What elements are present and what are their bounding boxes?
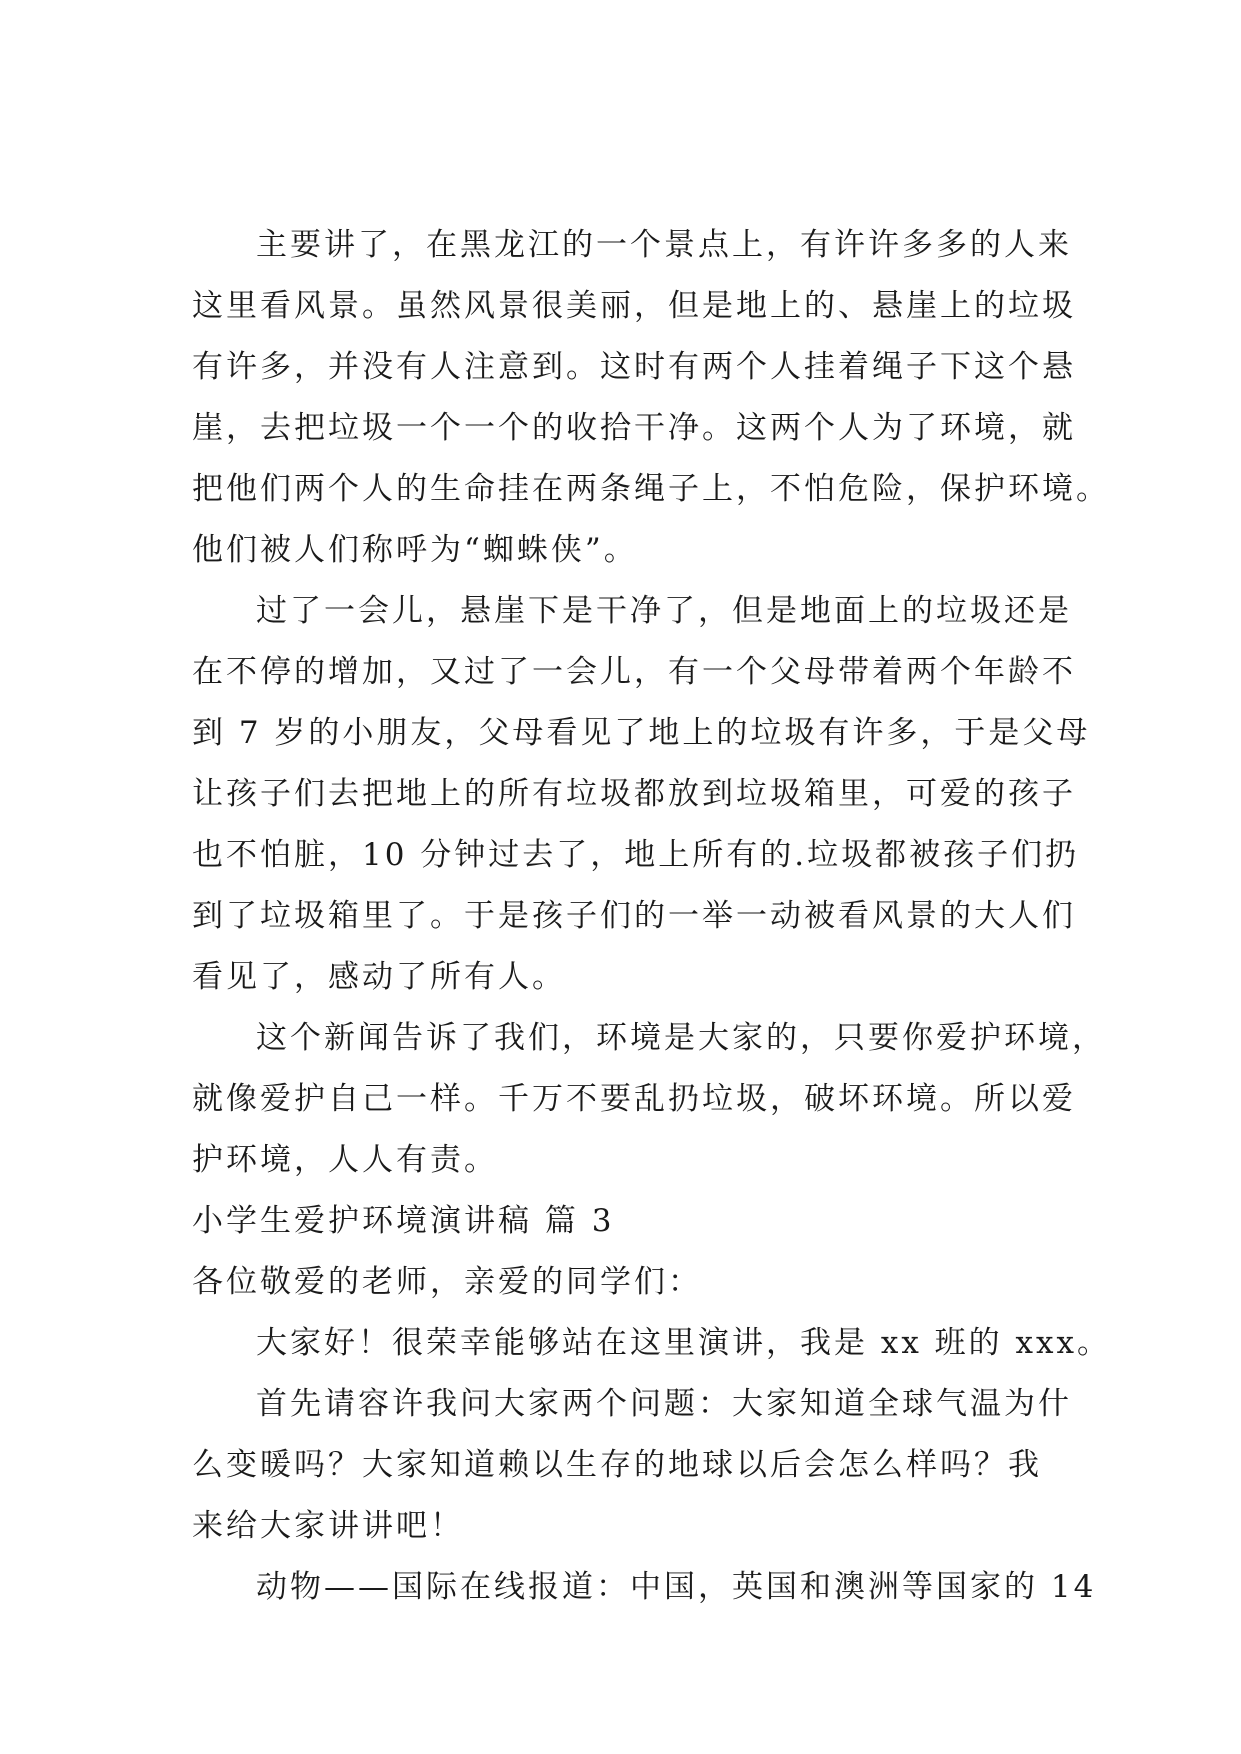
paragraph-line: 动物——国际在线报道：中国，英国和澳洲等国家的 14 [256,1569,1097,1605]
paragraph-line: 也不怕脏，10 分钟过去了，地上所有的.垃圾都被孩子们扔 [192,837,1080,873]
paragraph-line: 崖，去把垃圾一个一个的收拾干净。这两个人为了环境，就 [192,410,1076,446]
paragraph-line: 他们被人们称呼为“蜘蛛侠”。 [192,532,638,568]
paragraph-line: 护环境，人人有责。 [192,1142,498,1178]
paragraph-line: 么变暖吗？大家知道赖以生存的地球以后会怎么样吗？我 [192,1447,1042,1483]
section-heading: 小学生爱护环境演讲稿 篇 3 [192,1203,615,1239]
paragraph-line: 首先请容许我问大家两个问题：大家知道全球气温为什 [256,1386,1072,1422]
paragraph-line: 让孩子们去把地上的所有垃圾都放到垃圾箱里，可爱的孩子 [192,776,1076,812]
salutation: 各位敬爱的老师，亲爱的同学们： [192,1264,702,1300]
paragraph-line: 把他们两个人的生命挂在两条绳子上，不怕危险，保护环境。 [192,471,1110,507]
paragraph-line: 有许多，并没有人注意到。这时有两个人挂着绳子下这个悬 [192,349,1076,385]
paragraph-line: 大家好！很荣幸能够站在这里演讲，我是 xx 班的 xxx。 [256,1325,1111,1361]
body-text [192,215,1111,1618]
paragraph-line: 这里看风景。虽然风景很美丽，但是地上的、悬崖上的垃圾 [192,288,1076,324]
paragraph-line: 主要讲了，在黑龙江的一个景点上，有许许多多的人来 [256,227,1072,263]
paragraph-line: 到 7 岁的小朋友，父母看见了地上的垃圾有许多，于是父母 [192,715,1091,751]
paragraph-line: 就像爱护自己一样。千万不要乱扔垃圾，破坏环境。所以爱 [192,1081,1076,1117]
paragraph-line: 这个新闻告诉了我们，环境是大家的，只要你爱护环境， [256,1020,1106,1056]
paragraph-line: 到了垃圾箱里了。于是孩子们的一举一动被看风景的大人们 [192,898,1076,934]
paragraph-line: 在不停的增加，又过了一会儿，有一个父母带着两个年龄不 [192,654,1076,690]
paragraph-line: 看见了，感动了所有人。 [192,959,566,995]
paragraph-line: 过了一会儿，悬崖下是干净了，但是地面上的垃圾还是 [256,593,1072,629]
paragraph-line: 来给大家讲讲吧！ [192,1508,464,1544]
